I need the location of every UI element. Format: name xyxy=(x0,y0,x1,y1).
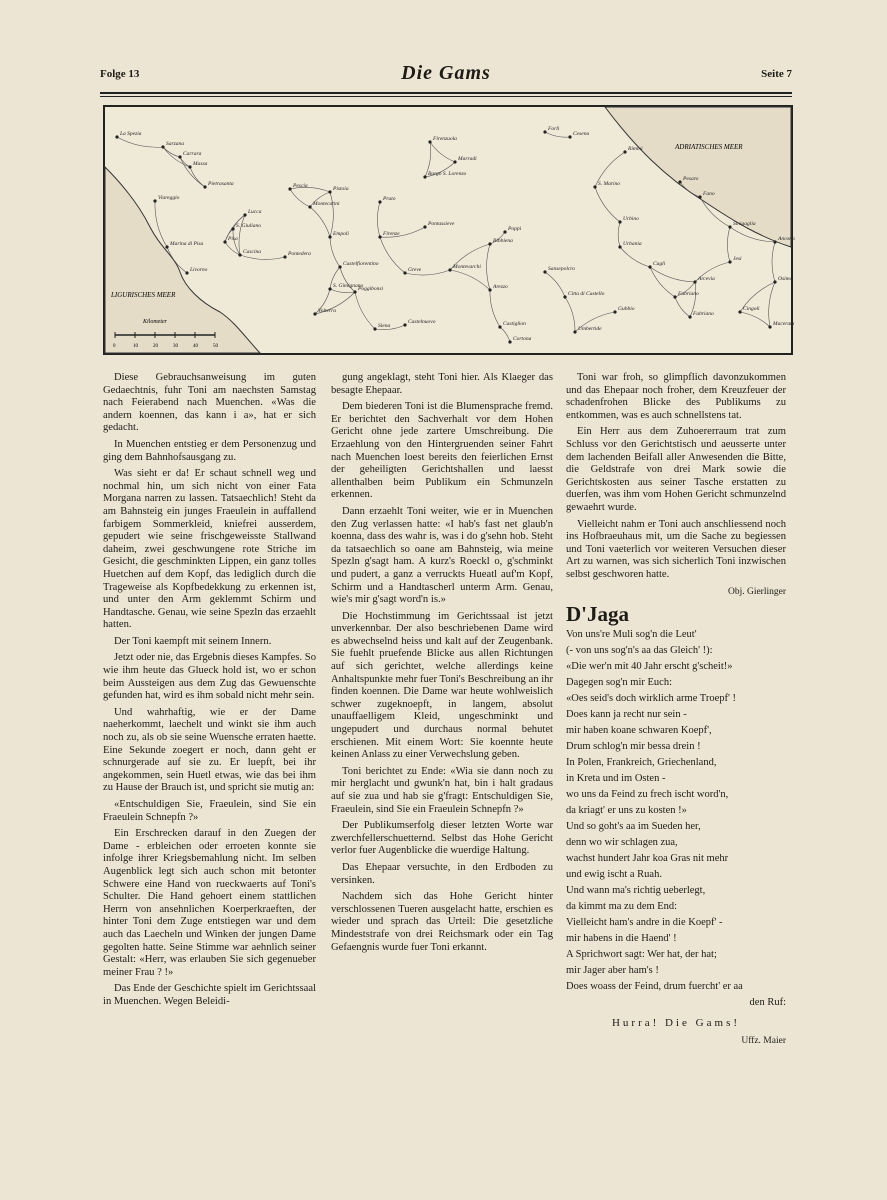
city-label: Firenzuola xyxy=(433,136,457,142)
paragraph: Der Publikumserfolg dieser letzten Worte war zwerchfellerschuetternd. Selbst das Hohe Gericht verlor fuer Augenblicke die wuerdige Haltung. xyxy=(331,820,553,857)
city-dot xyxy=(403,271,406,274)
road-line xyxy=(430,142,455,162)
city-dot xyxy=(243,213,246,216)
city-label: Borgo S. Lorenzo xyxy=(428,171,467,177)
city-label: Carrara xyxy=(183,151,202,157)
poem-line: Vielleicht ham's andre in die Koepf' - xyxy=(566,916,723,928)
poem-line: Dagegen sog'n mir Euch: xyxy=(566,676,672,688)
city-dot xyxy=(188,165,191,168)
city-dot xyxy=(238,253,241,256)
road-line xyxy=(618,222,620,247)
road-line xyxy=(377,202,380,237)
city-label: Marradi xyxy=(458,156,477,162)
city-dot xyxy=(378,235,381,238)
city-label: Urbino xyxy=(623,216,639,222)
city-label: Lucca xyxy=(248,209,262,215)
road-line xyxy=(330,289,355,293)
city-label: Cingoli xyxy=(743,306,760,312)
poem-title: D'Jaga xyxy=(566,602,629,627)
poem-line: da kriagt' er uns zu kosten !» xyxy=(566,804,687,816)
poem-line: (- von uns sog'n's aa das Gleich' !): xyxy=(566,644,713,656)
city-label: Fabriano xyxy=(678,291,699,297)
paragraph: Das Ehepaar versuchte, in den Erdboden zu versinken. xyxy=(331,861,553,886)
paragraph: Das Ende der Geschichte spielt im Gerichtssaal in Muenchen. Wegen Beleidi- xyxy=(103,983,316,1007)
city-label: Cesena xyxy=(573,131,590,137)
city-dot xyxy=(698,195,701,198)
city-label: Viareggio xyxy=(158,195,180,201)
city-label: Pescia xyxy=(293,183,308,189)
city-dot xyxy=(498,325,501,328)
poem-author: Uffz. Maier xyxy=(741,1036,786,1047)
city-dot xyxy=(178,155,181,158)
city-label: Montevarchi xyxy=(453,264,481,270)
city-label: Poppi xyxy=(508,226,522,232)
city-label: Cascina xyxy=(243,249,262,255)
road-line xyxy=(740,312,770,327)
scale-tick-label: 50 xyxy=(213,344,218,349)
city-label: Gubbio xyxy=(618,306,635,312)
scale-tick-label: 10 xyxy=(133,344,138,349)
city-dot xyxy=(428,140,431,143)
road-line xyxy=(650,267,675,297)
city-label: S. Gimignano xyxy=(333,283,364,289)
city-dot xyxy=(223,240,226,243)
city-dot xyxy=(688,315,691,318)
city-dot xyxy=(153,199,156,202)
city-dot xyxy=(338,265,341,268)
city-dot xyxy=(453,160,456,163)
header-rule-thin xyxy=(100,96,792,97)
city-label: Massa xyxy=(193,161,208,167)
road-line xyxy=(487,244,490,290)
poem-line: «Die wer'n mit 40 Jahr erscht g'scheit!» xyxy=(566,660,733,672)
road-line xyxy=(595,187,620,222)
city-label: Pietrasanta xyxy=(208,181,234,187)
road-line xyxy=(380,237,405,273)
city-label: Empoli xyxy=(333,231,349,237)
poem-line: mir habens in die Haend' ! xyxy=(566,932,677,944)
city-dot xyxy=(283,255,286,258)
city-dot xyxy=(573,330,576,333)
city-dot xyxy=(773,240,776,243)
city-label: Marina di Pisa xyxy=(170,241,204,247)
city-label: Greve xyxy=(408,267,422,273)
paragraph: Die Hochstimmung im Gerichtssaal ist jetzt unverkennbar. Der also beschriebenen Dame wird es abwechselnd heiss und kalt auf der Zeugenbank. Sie fuehlt pruefende Blicke aus allen Richtungen auf sich gerichtet, welche allerdings keine Anhaltspunkte mehr fuer Toni's Beschreibung an ihr finden koennen. Die Dame war heute wohlweislich schwer zugeknoepft, in langem, absolut unauffaelligem Kleid, ungeschminkt und ungepudert und durchaus normal behutet erschienen. Mit einem Wort: Sie koennte heute keinen Anlass zu einer Verwechslung geben. xyxy=(331,610,553,761)
city-dot xyxy=(773,280,776,283)
road-line xyxy=(240,255,285,259)
city-dot xyxy=(115,135,118,138)
paragraph: Nachdem sich das Hohe Gericht hinter verschlossenen Tueren ausgelacht hatte, erschien es wieder und sprach das Urteil: Die gesetzliche Mindeststrafe von drei Reichsmark oder ein Tag Gefaengnis wurde fuer Toni erkannt. xyxy=(331,891,553,953)
scale-tick-label: 20 xyxy=(153,344,158,349)
city-label: Siena xyxy=(378,323,391,329)
city-label: Ancona xyxy=(778,236,795,242)
poem-line: wachst hundert Jahr koa Gras nit mehr xyxy=(566,852,729,864)
scale-label: Kilometer xyxy=(143,319,167,325)
poem-line: wo uns da Feind zu frech ischt word'n, xyxy=(566,788,729,800)
city-label: Jesi xyxy=(733,256,742,262)
city-label: Castelfiorentino xyxy=(343,261,379,267)
city-label: Arezzo xyxy=(493,284,508,290)
scale-tick-label: 40 xyxy=(193,344,198,349)
city-label: Pesaro xyxy=(683,176,699,182)
poem-line: mir haben koane schwaren Koepf', xyxy=(566,724,712,736)
header-rule xyxy=(100,92,792,94)
city-label: Sansepolcro xyxy=(548,266,575,272)
city-label: S. Marino xyxy=(598,181,620,187)
column-3-paragraphs xyxy=(566,372,786,582)
city-dot xyxy=(768,325,771,328)
road-line xyxy=(620,247,650,267)
paragraph: Ein Herr aus dem Zuhoererraum trat zum Schluss vor den Gerichtstisch und aeusserte unter dem lachenden Beifall aller Anwesenden die Bitte, die Geldstrafe von drei Mark sowie die Gerichtskosten aus seiner Tasche erstatten zu duerfen, was ihm vom Hohen Gericht schmunzelnd gewaehrt wurde. xyxy=(566,426,786,513)
road-line xyxy=(545,272,565,297)
map-drawing xyxy=(105,107,795,353)
city-dot xyxy=(353,290,356,293)
city-label: Pistoia xyxy=(333,186,349,192)
city-label: Sinigaglia xyxy=(733,221,756,227)
road-line xyxy=(330,237,340,267)
city-dot xyxy=(423,225,426,228)
city-label: Forli xyxy=(548,126,560,132)
road-line xyxy=(545,132,570,137)
poem-line: «Oes seid's doch wirklich arme Troepf' ! xyxy=(566,692,737,704)
poem-line: A Sprichwort sagt: Wer hat, der hat; xyxy=(566,948,717,960)
poem-line: Und wann ma's richtig ueberlegt, xyxy=(566,884,706,896)
paragraph: Jetzt oder nie, das Ergebnis dieses Kampfes. So wie ihm heute das Glueck hold ist, wo er schon beim Aussteigen aus dem Zug das Gewuenschte gefunden hat, wird es ihm sobald nicht mehr sein. xyxy=(103,652,316,702)
poem-line: in Kreta und im Osten - xyxy=(566,772,666,784)
poem-line: mir Jager aber ham's ! xyxy=(566,964,659,976)
city-dot xyxy=(618,245,621,248)
road-line xyxy=(117,137,163,147)
city-dot xyxy=(165,245,168,248)
city-dot xyxy=(308,205,311,208)
paragraph: Und wahrhaftig, wie er der Dame naeherkommt, laechelt und winkt sie ihm auch noch zu, als ob sie seine Wuensche erraten haette. Eine Sekunde zoegert er noch, dann geht er schnurgerade auf sie zu. Er luepft, bei ihr angekommen, sein Huetl etwas, wie das bei ihm zu Hause der Brauch ist, und spricht sie mutig an: xyxy=(103,706,316,794)
issue-number: Folge 13 xyxy=(100,68,140,80)
poem-line: Drum schlog'n mir bessa drein ! xyxy=(566,740,701,752)
paragraph: In Muenchen entstieg er dem Personenzug und ging dem Bahnhofsausgang zu. xyxy=(103,438,316,463)
road-line xyxy=(565,297,575,332)
poem-line: Von uns're Muli sog'n die Leut' xyxy=(566,628,697,640)
city-label: Prato xyxy=(383,196,396,202)
city-dot xyxy=(488,242,491,245)
paragraph: Dann erzaehlt Toni weiter, wie er in Muenchen den Zug verlassen hatte: «I hab's fast net glaub'n koenna, dass des wahr is, was i do g'sehn hob. Steht da tatsaechlich so oane am Bahnsteig, wia meine Spezln g'sagt ham. A kurz's Roeckl o, g'schminkt und pudert, a ganz a verruckts Hueatl auf'm Kopf, Schirm und a Handtascherl unterm Arm. Genau, wie's mir g'sagt word'n is.» xyxy=(331,505,553,606)
road-line xyxy=(450,270,490,290)
city-dot xyxy=(623,150,626,153)
paragraph: Vielleicht nahm er Toni auch anschliessend noch ins Hofbraeuhaus mit, um die Sache zu begiessen und Toni vaeterlich vor weiteren Versuchen dieser Art zu warnen, was sich sicherlich Toni inzwischen selbst geschworen hatte. xyxy=(566,518,786,580)
city-dot xyxy=(185,271,188,274)
city-label: Castiglion xyxy=(503,321,526,327)
paragraph: Toni war froh, so glimpflich davonzukommen und das Ehepaar noch froher, dem Kreuzfeuer der schadenfrohen Blicke des Publikums zu entkommen, was es auch schnellstens tat. xyxy=(566,372,786,421)
city-label: Firenze xyxy=(383,231,400,237)
city-dot xyxy=(373,327,376,330)
city-label: Pontedera xyxy=(288,251,311,257)
city-label: Arcevia xyxy=(698,276,715,282)
city-dot xyxy=(508,340,511,343)
city-dot xyxy=(728,225,731,228)
city-label: Bibbiena xyxy=(493,238,513,244)
city-dot xyxy=(328,287,331,290)
city-label: Montecatini xyxy=(313,201,340,207)
city-label: Livorno xyxy=(190,267,208,273)
paragraph: Dem biederen Toni ist die Blumensprache fremd. Er berichtet den Sachverhalt vor dem Hohen Gericht ohne jede zartere Umschreibung. Die Erzaehlung von den Hintergruenden seiner Fahrt nach Muenchen loest bereits den feierlichen Ernst der geheiligten Gerichtshallen und laesst allenthalben beim Publikum ein Schmunzeln erkennen. xyxy=(331,401,553,501)
city-dot xyxy=(448,268,451,271)
poem-line: und ewig ischt a Ruah. xyxy=(566,868,662,880)
city-label: Fabriano xyxy=(693,311,714,317)
city-dot xyxy=(161,145,164,148)
city-dot xyxy=(648,265,651,268)
city-label: Pisa xyxy=(228,236,238,242)
city-dot xyxy=(568,135,571,138)
city-label: Macerata xyxy=(773,321,795,327)
poem-line: Und so goht's aa im Sueden her, xyxy=(566,820,701,832)
scale-tick-label: 30 xyxy=(173,344,178,349)
city-dot xyxy=(203,185,206,188)
city-dot xyxy=(423,175,426,178)
road-line xyxy=(310,207,330,237)
city-label: Cortona xyxy=(513,336,532,342)
city-dot xyxy=(328,190,331,193)
city-dot xyxy=(543,130,546,133)
city-label: Citta di Castello xyxy=(568,291,605,297)
city-label: Castelnuovo xyxy=(408,319,436,325)
paragraph: Ein Erschrecken darauf in den Zuegen der Dame - erbleichen oder erroeten konnte sie infolge ihrer Kriegsbemahlung nicht. Im selben Augenblick legt sich auch schon mit betonter Schwere eine Hand von rueckwaerts auf Toni's Schulter. Die Hand gehoert einem stattlichen Herrn von ansehnlichen Koerperkraeften, der hinter Toni dem Zuge entstiegen war und dem auch das Laecheln und Winken der jungen Dame gegolten hatte. Seine Stimme war aehnlich seiner Gestalt: «Herr, was erlauben Sie sich gegenueber meiner Frau ? !» xyxy=(103,828,316,978)
city-dot xyxy=(378,200,381,203)
text-column-1 xyxy=(103,372,316,1013)
poem-exclamation: Hurra! Die Gams! xyxy=(611,1016,741,1029)
city-dot xyxy=(613,310,616,313)
scale-tick-label: 0 xyxy=(113,344,116,349)
city-label: La Spezia xyxy=(120,131,142,137)
poem-line: Does kann ja recht nur sein - xyxy=(566,708,687,720)
road-line xyxy=(772,242,775,282)
masthead-title: Die Gams xyxy=(401,62,491,84)
city-label: Urbania xyxy=(623,241,642,247)
road-line xyxy=(490,290,500,327)
road-line xyxy=(163,147,180,157)
city-dot xyxy=(403,323,406,326)
poem-line: Does woass der Feind, drum fuercht' er aa xyxy=(566,980,743,992)
city-dot xyxy=(678,180,681,183)
paragraph: Toni berichtet zu Ende: «Wia sie dann noch zu mir herglacht und gwunk'n hat, bin i halt gradaus auf sie zua und hab sie g'fragt: Entschuldigen Sie, Fraeulein, sind Sie ein Fraeulein Schnepfn ?» xyxy=(331,765,553,815)
city-dot xyxy=(313,312,316,315)
paragraph: Diese Gebrauchsanweisung im guten Gedaechtnis, fuhr Toni am naechsten Samstag nach Feierabend nach Muenchen. «Was die andern koennen, das kann i a», hat er sich gedacht. xyxy=(103,372,316,434)
map-figure xyxy=(103,105,793,355)
road-line xyxy=(290,189,310,207)
road-line xyxy=(225,242,240,255)
ligurian-coast xyxy=(105,167,260,353)
paragraph: «Entschuldigen Sie, Fraeulein, sind Sie ein Fraeulein Schnepfn ?» xyxy=(103,799,316,823)
city-label: Rimini xyxy=(628,146,643,152)
road-line xyxy=(727,227,730,262)
city-label: Umbertide xyxy=(578,326,602,332)
city-dot xyxy=(288,187,291,190)
city-dot xyxy=(693,280,696,283)
city-dot xyxy=(543,270,546,273)
city-dot xyxy=(231,227,234,230)
text-column-3 xyxy=(566,372,786,1058)
text-column-2 xyxy=(331,372,553,958)
city-label: S. Giuliano xyxy=(236,223,262,229)
poem-line: In Polen, Frankreich, Griechenland, xyxy=(566,756,717,768)
road-line xyxy=(675,297,690,317)
page-header xyxy=(100,64,792,90)
paragraph: Der Toni kaempft mit seinem Innern. xyxy=(114,635,272,647)
city-dot xyxy=(738,310,741,313)
city-dot xyxy=(328,235,331,238)
paragraph: Was sieht er da! Er schaut schnell weg und nochmal hin, um sich nicht von einer Fata Morgana narren zu lassen. Tatsaechlich! Steht da am Bahnsteig ein junges Fraeulein in auffallend farbigem Sommerkleid, kniefrei ausserdem, gepudert wie seine frischgeweisste Stallwand daheim, zwei geschwungene rote Striche im Gesicht, die geschminkten Lippen, ein ganz tolles Huetchen auf dem Kopf, das lediglich durch die Trageweise als Kopfbedekkung zu erkennen ist, und unter den Arm geklemmt Schirm und Handtasche. Genau, wie seine Spezln das erzaehlt hatten. xyxy=(103,468,316,631)
page-number: Seite 7 xyxy=(761,68,792,80)
poem-line: denn wo wir schlagen zua, xyxy=(566,836,678,848)
city-dot xyxy=(728,260,731,263)
poem-body xyxy=(566,627,786,995)
city-dot xyxy=(593,185,596,188)
city-label: Cagli xyxy=(653,261,666,267)
city-dot xyxy=(563,295,566,298)
sea-label-west: LIGURISCHES MEER xyxy=(111,291,176,299)
city-label: Volterra xyxy=(318,308,337,314)
road-line xyxy=(355,292,375,329)
poem-last-line: den Ruf: xyxy=(749,996,786,1008)
road-line xyxy=(180,157,190,167)
road-line xyxy=(500,327,510,342)
poem-line: da kimmt ma zu dem End: xyxy=(566,900,678,912)
city-dot xyxy=(503,230,506,233)
road-line xyxy=(190,167,205,187)
city-dot xyxy=(618,220,621,223)
city-label: Poggibonsi xyxy=(358,286,384,292)
city-label: Sarzana xyxy=(166,141,185,147)
author-signature: Obj. Gierlinger xyxy=(727,586,786,597)
city-label: Osimo xyxy=(778,276,793,282)
city-dot xyxy=(673,295,676,298)
city-label: Fano xyxy=(703,191,715,197)
city-dot xyxy=(488,288,491,291)
city-label: Pontassieve xyxy=(428,221,455,227)
paragraph: gung angeklagt, steht Toni hier. Als Klaeger das besagte Ehepaar. xyxy=(331,372,553,396)
sea-label-east: ADRIATISCHES MEER xyxy=(675,143,743,151)
